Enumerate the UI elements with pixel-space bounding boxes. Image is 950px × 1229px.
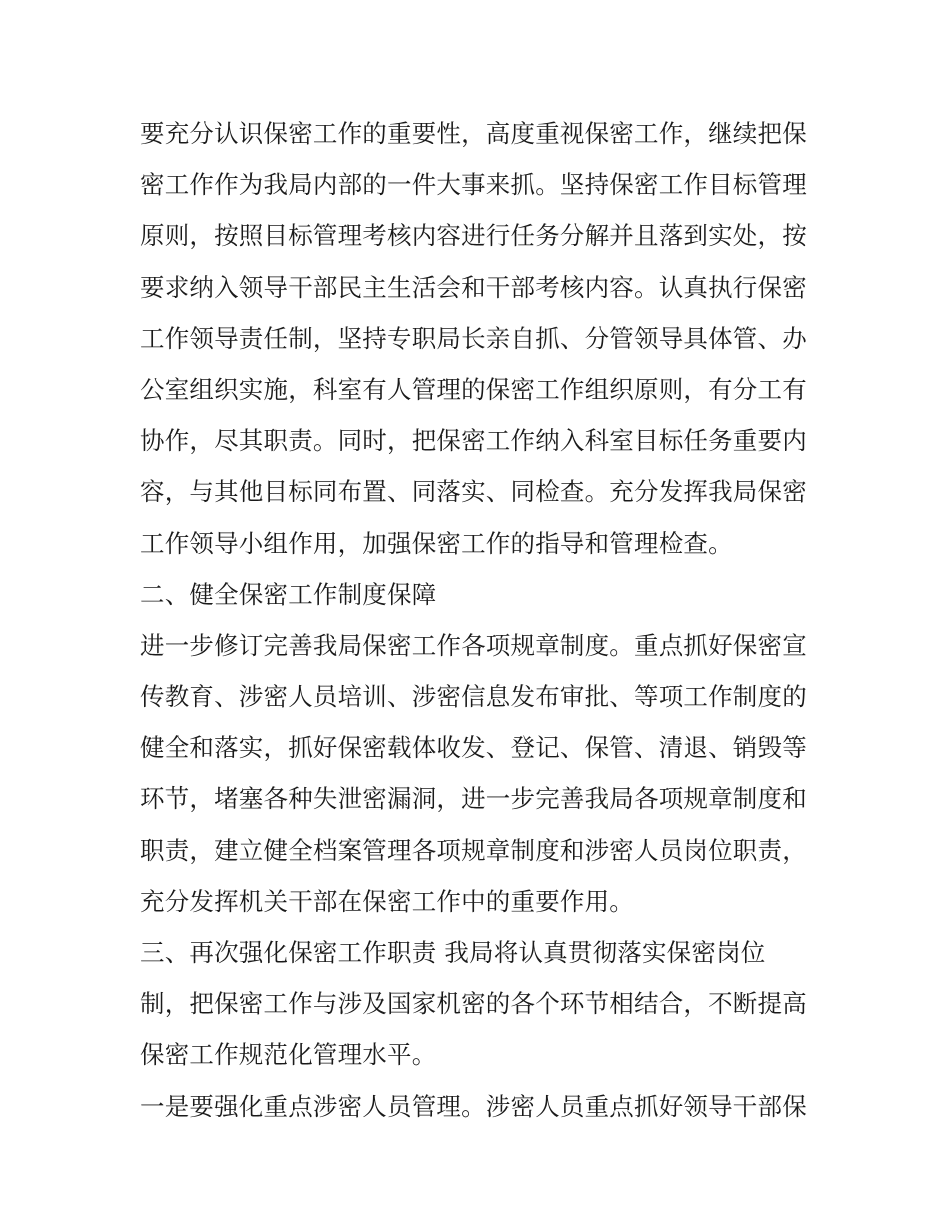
text-line: 健全和落实，抓好保密载体收发、登记、保管、清退、销毁等 xyxy=(140,733,807,763)
section-heading-3: 三、再次强化保密工作职责 我局将认真贯彻落实保密岗位 xyxy=(140,938,766,967)
text-line: 进一步修订完善我局保密工作各项规章制度。重点抓好保密宣 xyxy=(140,630,807,660)
section-heading-2: 二、健全保密工作制度保障 xyxy=(140,579,437,609)
text-line: 环节，堵塞各种失泄密漏洞，进一步完善我局各项规章制度和 xyxy=(140,784,807,814)
document-body xyxy=(140,108,820,1132)
text-line: 密工作作为我局内部的一件大事来抓。坚持保密工作目标管理 xyxy=(140,170,807,200)
text-line: 制，把保密工作与涉及国家机密的各个环节相结合，不断提高 xyxy=(140,989,807,1019)
text-line: 公室组织实施，科室有人管理的保密工作组织原则，有分工有 xyxy=(140,374,807,404)
text-line: 工作领导小组作用，加强保密工作的指导和管理检查。 xyxy=(140,528,733,558)
text-line: 一是要强化重点涉密人员管理。涉密人员重点抓好领导干部保 xyxy=(140,1091,807,1121)
text-line: 充分发挥机关干部在保密工作中的重要作用。 xyxy=(140,886,634,916)
text-line: 原则，按照目标管理考核内容进行任务分解并且落到实处，按 xyxy=(140,221,807,251)
text-line: 协作，尽其职责。同时，把保密工作纳入科室目标任务重要内 xyxy=(140,426,807,456)
text-line: 要充分认识保密工作的重要性，高度重视保密工作，继续把保 xyxy=(140,119,807,148)
text-line: 职责，建立健全档案管理各项规章制度和涉密人员岗位职责， xyxy=(140,835,807,865)
text-line: 工作领导责任制，坚持专职局长亲自抓、分管领导具体管、办 xyxy=(140,323,807,353)
text-line: 传教育、涉密人员培训、涉密信息发布审批、等项工作制度的 xyxy=(140,682,807,712)
text-line: 保密工作规范化管理水平。 xyxy=(140,1040,437,1070)
text-line: 要求纳入领导干部民主生活会和干部考核内容。认真执行保密 xyxy=(140,272,807,302)
text-line: 容，与其他目标同布置、同落实、同检查。充分发挥我局保密 xyxy=(140,477,807,507)
